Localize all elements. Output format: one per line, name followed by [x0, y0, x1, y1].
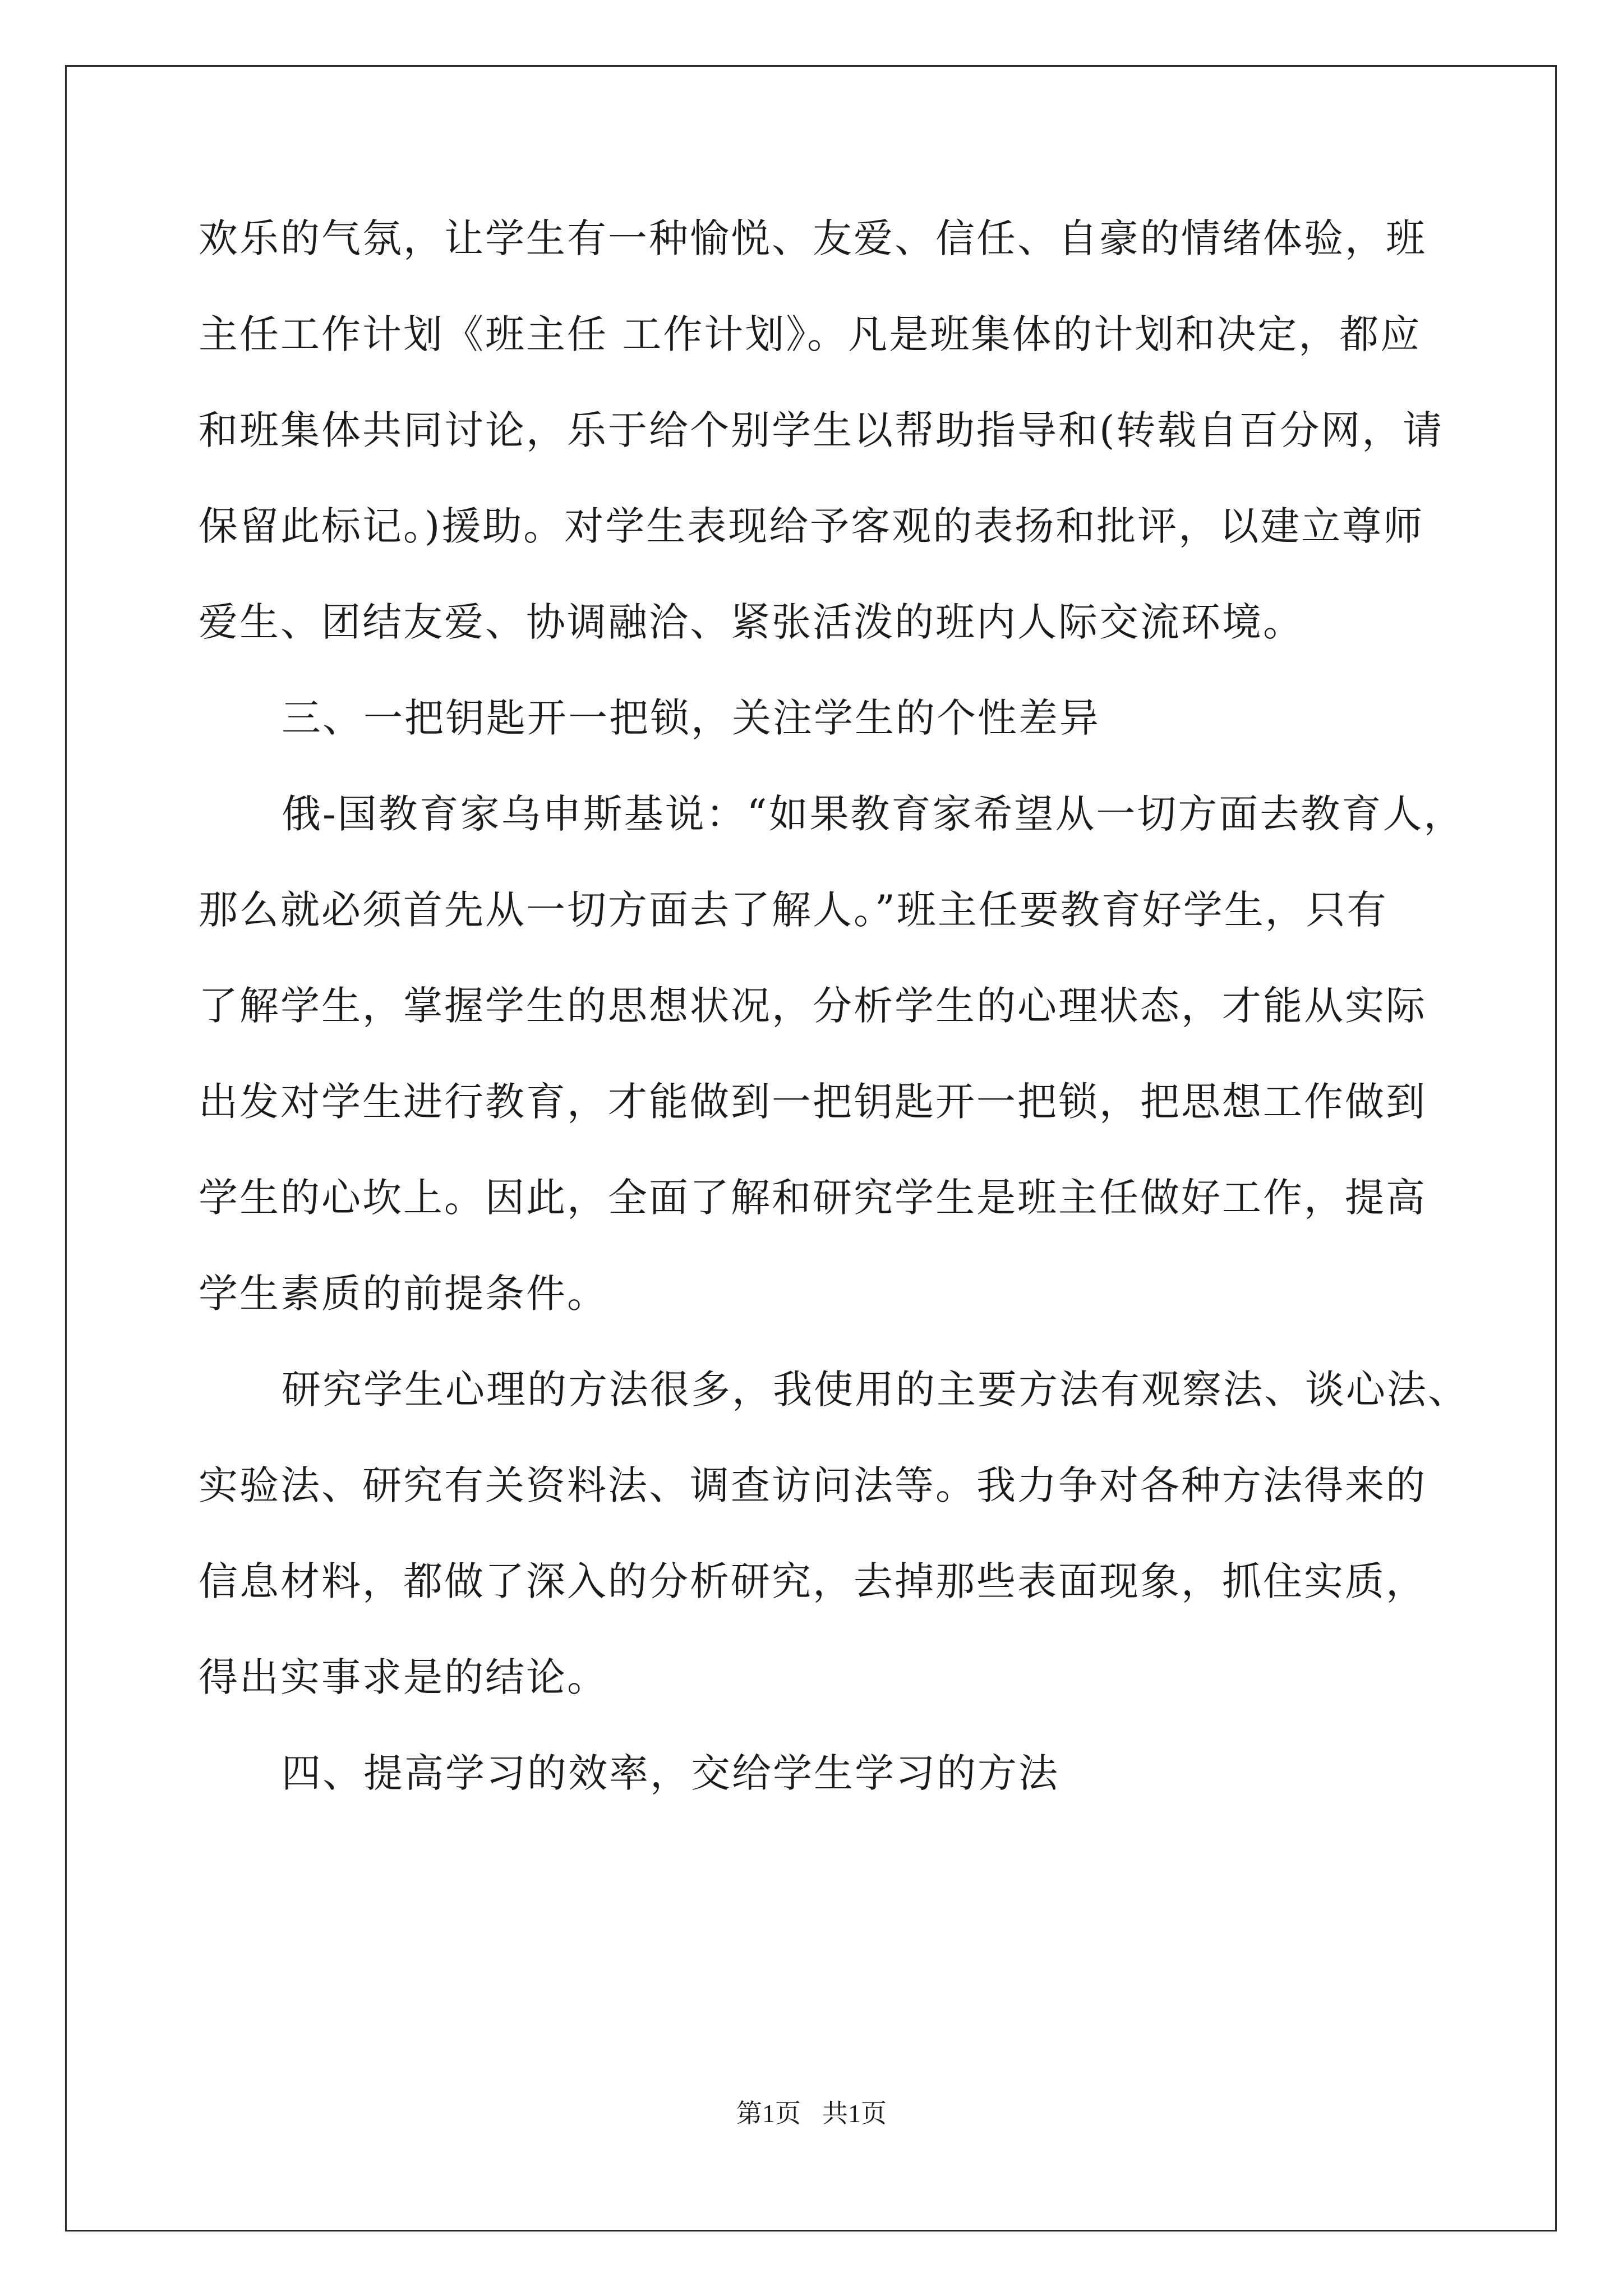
text-line: 俄-国教育家乌申斯基说：“如果教育家希望从一切方面去教育人， — [282, 791, 1465, 837]
text-line: 欢乐的气氛，让学生有一种愉悦、友爱、信任、自豪的情绪体验，班 — [199, 215, 1427, 261]
text-line: 学生素质的前提条件。 — [199, 1271, 608, 1317]
page-footer — [0, 2097, 1623, 2131]
section-heading-4: 四、提高学习的效率，交给学生学习的方法 — [282, 1750, 1059, 1796]
page-number: 第1页 — [736, 2099, 801, 2128]
text-line: 主任工作计划《班主任 工作计划》。凡是班集体的计划和决定，都应 — [199, 311, 1422, 357]
text-line: 和班集体共同讨论，乐于给个别学生以帮助指导和(转载自百分网，请 — [199, 407, 1444, 453]
text-line: 那么就必须首先从一切方面去了解人。”班主任要教育好学生，只有 — [199, 887, 1388, 933]
document-body — [199, 212, 1469, 1843]
section-heading-3: 三、一把钥匙开一把锁，关注学生的个性差异 — [282, 695, 1100, 741]
text-line: 了解学生，掌握学生的思想状况，分析学生的心理状态，才能从实际 — [199, 983, 1427, 1029]
text-line: 得出实事求是的结论。 — [199, 1654, 608, 1700]
page-total: 共1页 — [822, 2099, 887, 2128]
text-line: 信息材料，都做了深入的分析研究，去掉那些表面现象，抓住实质， — [199, 1558, 1427, 1604]
text-line: 学生的心坎上。因此，全面了解和研究学生是班主任做好工作，提高 — [199, 1175, 1427, 1221]
text-line: 爱生、团结友爱、协调融洽、紧张活泼的班内人际交流环境。 — [199, 599, 1304, 645]
text-line: 保留此标记。)援助。对学生表现给予客观的表扬和批评，以建立尊师 — [199, 503, 1424, 549]
text-line: 出发对学生进行教育，才能做到一把钥匙开一把锁，把思想工作做到 — [199, 1079, 1427, 1125]
text-line: 研究学生心理的方法很多，我使用的主要方法有观察法、谈心法、 — [282, 1366, 1469, 1412]
text-line: 实验法、研究有关资料法、调查访问法等。我力争对各种方法得来的 — [199, 1462, 1427, 1508]
